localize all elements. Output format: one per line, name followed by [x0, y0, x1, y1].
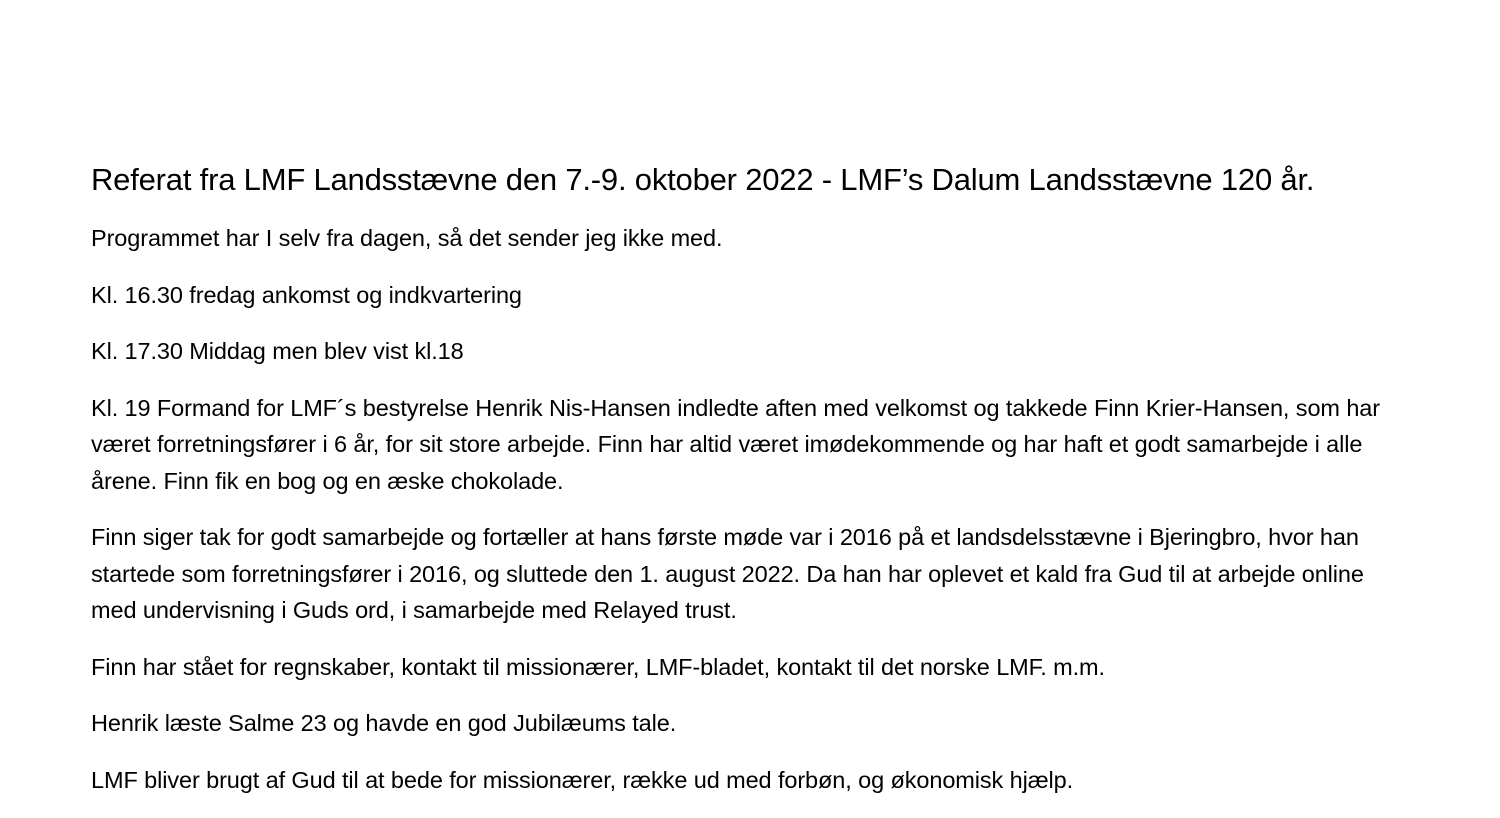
paragraph-psalm: Henrik læste Salme 23 og havde en god Jubilæums tale. [91, 710, 677, 736]
paragraph-welcome: Kl. 19 Formand for LMF´s bestyrelse Henrik Nis-Hansen indledte aften med velkomst og takkede Finn Krier-Hansen, som har været forretningsfører i 6 år, for sit store arbejde. Finn har altid været imødekommende og har haft et godt samarbejde i alle årene. Finn fik en bog og en æske chokolade. [91, 394, 1380, 494]
paragraph-lmf-prayer: LMF bliver brugt af Gud til at bede for missionærer, række ud med forbøn, og økonomisk hjælp. [91, 766, 1074, 793]
paragraph-finn-duties: Finn har stået for regnskaber, kontakt til missionærer, LMF-bladet, kontakt til det norske LMF. m.m. [91, 653, 1105, 680]
paragraph-finn-thanks: Finn siger tak for godt samarbejde og fortæller at hans første møde var i 2016 på et landsdelsstævne i Bjeringbro, hvor han startede som forretningsfører i 2016, og sluttede den 1. august 2022. Da han har oplevet et kald fra Gud til at arbejde online med undervisning i Guds ord, i samarbejde med Relayed trust. [91, 524, 1364, 623]
paragraph-arrival: Kl. 16.30 fredag ankomst og indkvartering [91, 281, 522, 308]
paragraph-dinner: Kl. 17.30 Middag men blev vist kl.18 [91, 338, 464, 364]
paragraph-program: Programmet har I selv fra dagen, så det sender jeg ikke med. [91, 225, 723, 251]
document-page [91, 160, 1411, 818]
document-title: Referat fra LMF Landsstævne den 7.-9. oktober 2022 - LMF’s Dalum Landsstævne 120 år. [91, 162, 1315, 197]
